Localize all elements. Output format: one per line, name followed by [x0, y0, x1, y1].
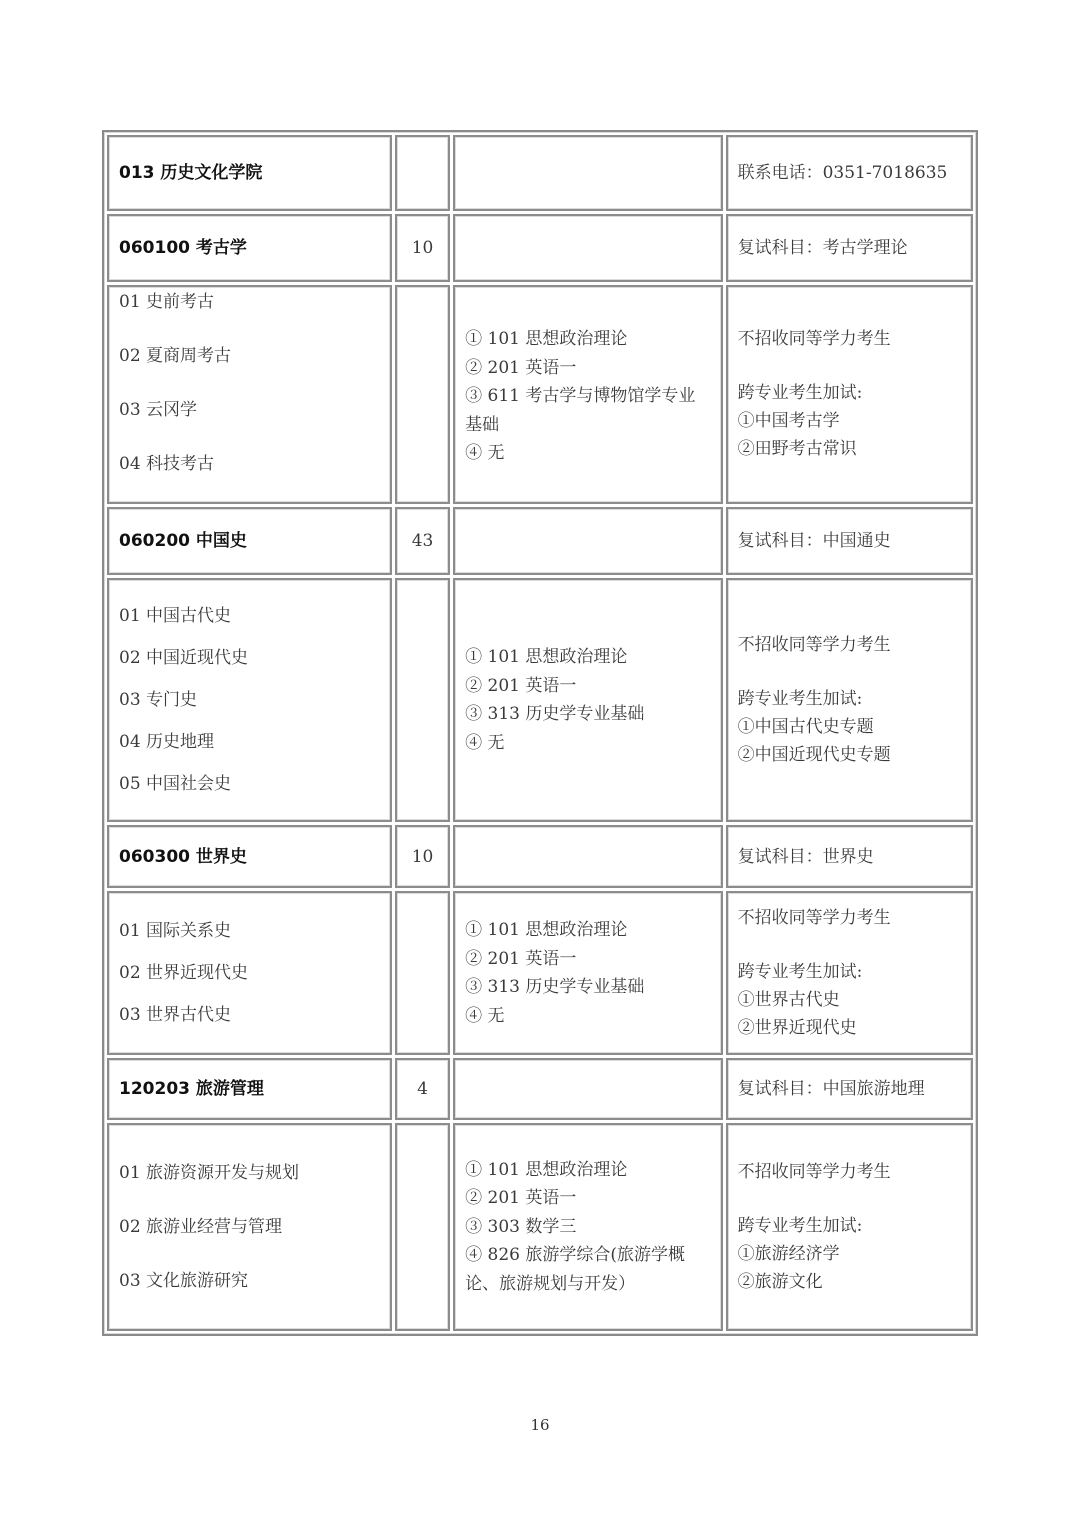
major-detail-row [107, 578, 973, 822]
exam-item: ④ 无 [465, 732, 505, 753]
cross-major-item: ②世界近现代史 [737, 1018, 857, 1038]
quota-empty-cell [395, 578, 450, 822]
major-title: 060300 世界史 [119, 846, 247, 867]
exam-item: ③ 313 历史学专业基础 [465, 704, 645, 724]
exam-item: ② 201 英语一 [465, 1188, 577, 1209]
direction-item: 02 中国近现代史 [119, 648, 249, 668]
no-equivalent-note: 不招收同等学力考生 [737, 908, 891, 928]
major-header-row [107, 825, 973, 888]
major-title: 060200 中国史 [119, 531, 247, 551]
college-exam-cell [453, 135, 722, 211]
major-quota: 43 [411, 531, 434, 551]
exam-item: ② 201 英语一 [465, 357, 577, 378]
exam-item: ④ 无 [465, 443, 505, 463]
major-retest-cell [726, 1058, 973, 1120]
major-header-row [107, 1058, 973, 1120]
cross-major-label: 跨专业考生加试: [737, 962, 863, 982]
cross-major-label: 跨专业考生加试: [737, 1216, 863, 1236]
cross-major-item: ①中国古代史专题 [737, 717, 874, 737]
exam-item: ④ 无 [465, 1005, 505, 1026]
exam-list [465, 643, 710, 757]
major-title-cell [107, 507, 392, 575]
direction-item: 03 专门史 [119, 690, 198, 710]
exam-item: ② 201 英语一 [465, 948, 577, 969]
college-title: 013 历史文化学院 [119, 163, 263, 183]
exam-item: ① 101 思想政治理论 [465, 920, 628, 940]
retest-subject: 复试科目：中国旅游地理 [737, 1079, 925, 1099]
exam-item: ① 101 思想政治理论 [465, 329, 628, 349]
notes-cell [726, 578, 973, 822]
notes-cell [726, 1123, 973, 1331]
direction-item: 02 旅游业经营与管理 [119, 1217, 283, 1237]
direction-item: 01 旅游资源开发与规划 [119, 1163, 300, 1183]
major-detail-row [107, 891, 973, 1055]
directions-cell [107, 1123, 392, 1331]
direction-item: 01 中国古代史 [119, 606, 232, 626]
major-title-cell [107, 825, 392, 888]
direction-item: 04 科技考古 [119, 454, 215, 474]
directions-cell [107, 285, 392, 504]
exam-item: ③ 611 考古学与博物馆学专业基础 [465, 386, 696, 435]
exam-item: ③ 303 数学三 [465, 1216, 577, 1237]
retest-subject: 复试科目：考古学理论 [737, 238, 908, 258]
college-title-cell [107, 135, 392, 211]
page-number: 16 [530, 1416, 550, 1434]
direction-item: 02 世界近现代史 [119, 963, 249, 983]
direction-list [119, 288, 380, 478]
major-header-row [107, 214, 973, 282]
no-equivalent-note: 不招收同等学力考生 [737, 1162, 891, 1182]
college-quota-cell [395, 135, 450, 211]
major-detail-row [107, 1123, 973, 1331]
direction-item: 04 历史地理 [119, 732, 215, 752]
major-exam-empty-cell [453, 507, 722, 575]
cross-major-item: ①中国考古学 [737, 411, 840, 431]
major-retest-cell [726, 825, 973, 888]
notes-block [738, 631, 961, 769]
directions-cell [107, 578, 392, 822]
exams-cell [453, 578, 722, 822]
direction-list [119, 917, 380, 1029]
direction-list [119, 1159, 380, 1295]
exam-item: ① 101 思想政治理论 [465, 1159, 628, 1180]
quota-empty-cell [395, 285, 450, 504]
cross-major-item: ①世界古代史 [737, 990, 840, 1010]
no-equivalent-note: 不招收同等学力考生 [737, 635, 891, 655]
major-quota-cell [395, 507, 450, 575]
contact-phone: 联系电话：0351-7018635 [737, 163, 948, 183]
notes-cell [726, 891, 973, 1055]
notes-block [738, 1158, 961, 1296]
enrollment-catalog-table [102, 130, 978, 1336]
cross-major-label: 跨专业考生加试: [737, 689, 863, 709]
direction-item: 05 中国社会史 [119, 774, 232, 794]
quota-empty-cell [395, 1123, 450, 1331]
direction-item: 01 国际关系史 [119, 921, 232, 941]
direction-item: 02 夏商周考古 [119, 346, 232, 366]
direction-item: 03 世界古代史 [119, 1005, 232, 1025]
direction-item: 03 云冈学 [119, 400, 198, 420]
exams-cell [453, 891, 722, 1055]
cross-major-item: ②中国近现代史专题 [737, 745, 891, 765]
exam-item: ④ 826 旅游学综合(旅游学概论、旅游规划与开发） [465, 1245, 686, 1294]
major-header-row [107, 507, 973, 575]
major-detail-row [107, 285, 973, 504]
exam-list [465, 1156, 710, 1299]
major-quota: 10 [411, 846, 434, 867]
notes-block [738, 904, 961, 1042]
major-quota-cell [395, 1058, 450, 1120]
retest-subject: 复试科目：中国通史 [737, 531, 891, 551]
quota-empty-cell [395, 891, 450, 1055]
major-quota: 4 [417, 1079, 428, 1099]
major-quota-cell [395, 825, 450, 888]
college-row [107, 135, 973, 211]
major-exam-empty-cell [453, 825, 722, 888]
exam-list [465, 325, 710, 468]
notes-cell [726, 285, 973, 504]
major-retest-cell [726, 507, 973, 575]
major-title-cell [107, 214, 392, 282]
direction-item: 03 文化旅游研究 [119, 1271, 249, 1291]
major-exam-empty-cell [453, 1058, 722, 1120]
direction-list [119, 602, 380, 798]
notes-block [738, 325, 961, 463]
cross-major-item: ②田野考古常识 [737, 439, 857, 459]
major-quota: 10 [411, 238, 434, 258]
college-contact-cell [726, 135, 973, 211]
major-retest-cell [726, 214, 973, 282]
cross-major-item: ①旅游经济学 [737, 1244, 840, 1264]
cross-major-item: ②旅游文化 [737, 1272, 823, 1292]
major-quota-cell [395, 214, 450, 282]
no-equivalent-note: 不招收同等学力考生 [737, 329, 891, 349]
exam-item: ② 201 英语一 [465, 675, 577, 696]
retest-subject: 复试科目：世界史 [737, 846, 874, 867]
directions-cell [107, 891, 392, 1055]
exam-item: ① 101 思想政治理论 [465, 647, 628, 667]
major-title: 120203 旅游管理 [119, 1079, 264, 1099]
exams-cell [453, 1123, 722, 1331]
major-title-cell [107, 1058, 392, 1120]
exam-list [465, 916, 710, 1030]
exams-cell [453, 285, 722, 504]
cross-major-label: 跨专业考生加试: [737, 383, 863, 403]
exam-item: ③ 313 历史学专业基础 [465, 977, 645, 997]
major-exam-empty-cell [453, 214, 722, 282]
direction-item: 01 史前考古 [119, 292, 215, 312]
major-title: 060100 考古学 [119, 238, 247, 258]
